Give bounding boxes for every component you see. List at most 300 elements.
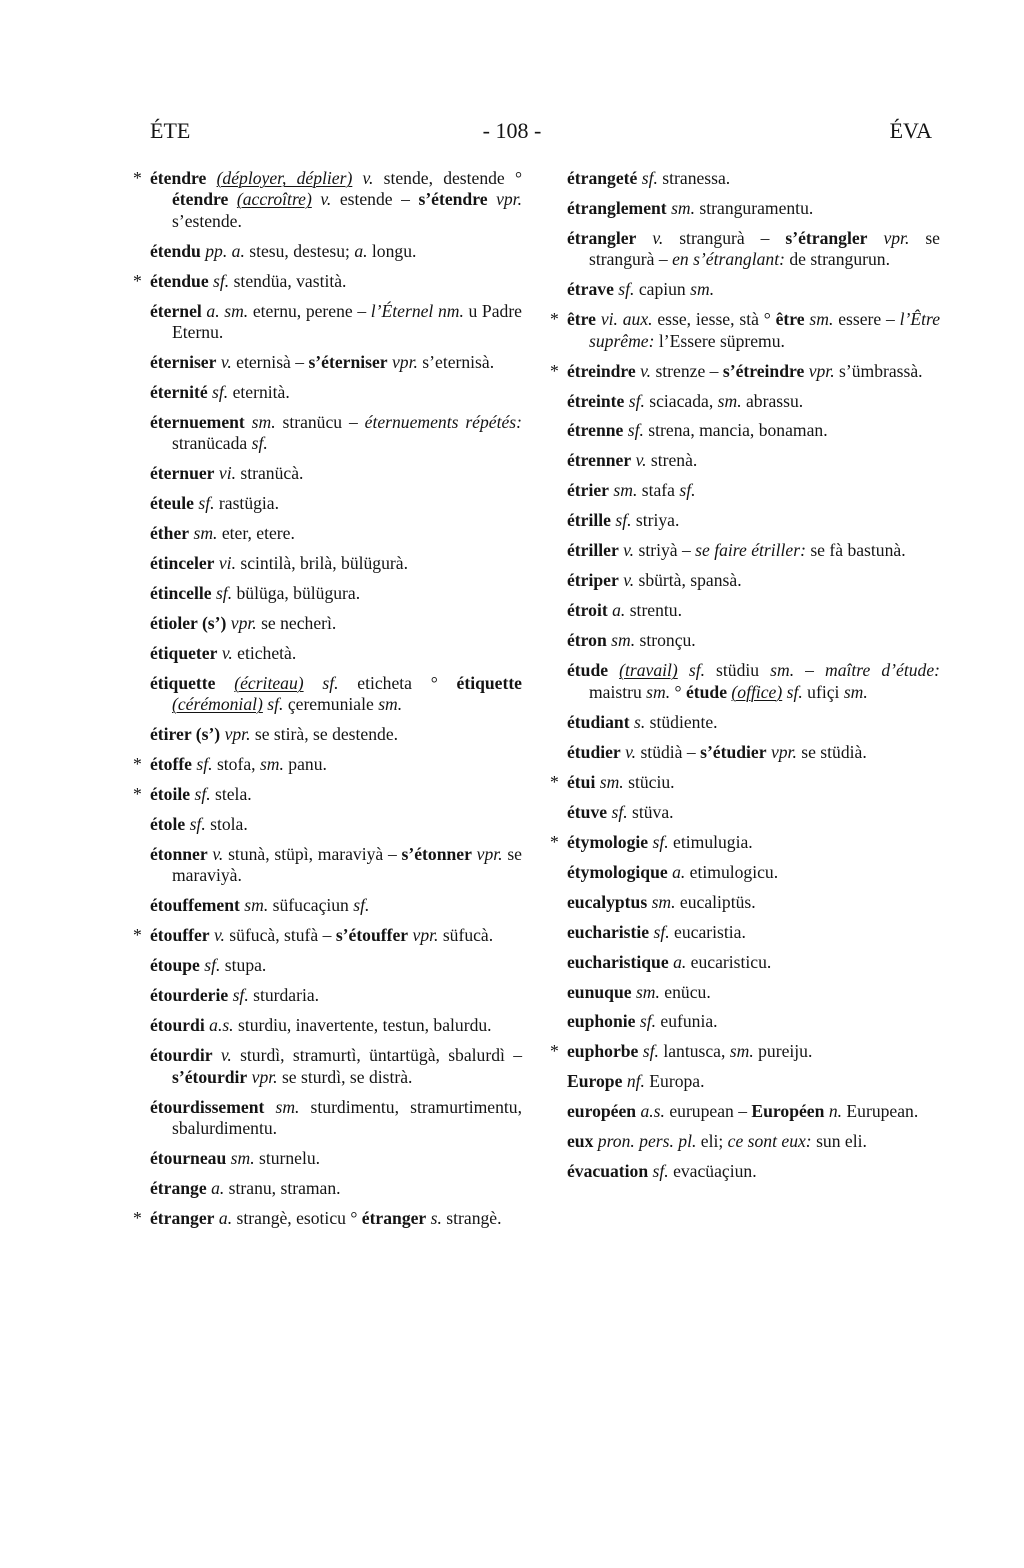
headword: eunuque (567, 981, 632, 1002)
entry-text: sturdimentu, stramurtimentu, sbalurdimentu. (172, 1096, 522, 1138)
dictionary-entry (133, 168, 522, 232)
grammar-label: sm. (717, 390, 742, 411)
entry-text: strangè, esoticu ° (232, 1207, 362, 1228)
asterisk-marker: * (550, 1041, 559, 1062)
dictionary-entry (567, 862, 940, 883)
entry-text: süfucaçiun (268, 895, 354, 916)
subentry-headword: Européen (751, 1101, 825, 1122)
grammar-label: v. (362, 168, 374, 188)
dictionary-entry (567, 892, 940, 913)
entry-text (867, 228, 883, 248)
headword: étoffe (150, 754, 192, 775)
dictionary-entry (150, 895, 522, 916)
headword: étreinte (567, 390, 625, 411)
entry-text: süfucà. (438, 925, 494, 946)
dictionary-entry (567, 420, 940, 441)
headword: éteule (150, 493, 194, 514)
grammar-label: maître d’étude: (825, 660, 940, 681)
grammar-label: ce sont eux: (727, 1131, 812, 1152)
grammar-label: sf. (267, 694, 284, 715)
dictionary-entry (550, 309, 941, 352)
entry-text: se stüdià. (796, 741, 867, 762)
entry-text: se stirà, se destende. (250, 724, 399, 745)
grammar-label: v. (212, 844, 224, 865)
grammar-label: vpr. (251, 1066, 278, 1087)
headword: eucalyptus (567, 891, 648, 912)
grammar-label: sm. (690, 279, 715, 300)
grammar-label: sf. (641, 168, 658, 188)
entry-text (228, 189, 237, 209)
headword: éternuer (150, 463, 215, 484)
entry-text (678, 660, 689, 680)
asterisk-marker: * (133, 168, 142, 188)
entry-text: abrassu. (741, 390, 804, 411)
entry-text: de strangurun. (784, 249, 890, 270)
entry-text: stupa. (220, 955, 267, 976)
asterisk-marker: * (550, 771, 559, 792)
dictionary-entry (133, 270, 522, 292)
entry-text: stunà, stüpì, maraviyà – (223, 844, 402, 865)
entry-text: stranessa. (657, 168, 731, 188)
grammar-label: sm. (378, 694, 403, 715)
subentry-headword: étude (685, 681, 728, 702)
grammar-label: sf. (251, 433, 268, 454)
grammar-label: a. (218, 1207, 233, 1228)
grammar-label: a. (354, 240, 368, 261)
grammar-label: a.s. (640, 1101, 665, 1122)
grammar-label: sf. (204, 955, 221, 976)
dictionary-entry (150, 1045, 522, 1088)
dictionary-entry (567, 391, 940, 412)
entry-text: Eurupean. (842, 1101, 919, 1122)
entry-text (636, 228, 652, 248)
entry-text (352, 168, 362, 188)
dictionary-entry (150, 301, 522, 344)
headword: étrenne (567, 420, 624, 441)
grammar-label: l’Être suprême: (589, 309, 941, 351)
grammar-label: v. (640, 360, 652, 381)
entry-text: stofa, (212, 754, 260, 775)
asterisk-marker: * (133, 754, 142, 775)
entry-text: s’eternisà. (417, 351, 495, 372)
subentry-headword: être (775, 309, 805, 330)
entry-text: estende – (331, 189, 419, 210)
subentry-headword: s’étourdir (172, 1066, 248, 1087)
entry-text: ° (670, 681, 686, 702)
grammar-label: sf. (213, 270, 230, 291)
entry-text: striya. (631, 510, 680, 531)
entry-text: s’estende. (172, 210, 242, 231)
entry-text (608, 660, 619, 680)
headword: étron (567, 630, 607, 651)
grammar-label: sm. (599, 771, 624, 792)
headword: étymologie (567, 831, 649, 852)
dictionary-entry (567, 952, 940, 973)
entry-text: eter, etere. (217, 523, 295, 544)
entry-text: stüdiente. (645, 711, 718, 732)
dictionary-entry (150, 553, 522, 574)
left-column (133, 168, 522, 1238)
grammar-label: sm. (611, 630, 636, 651)
dictionary-entry (150, 1178, 522, 1199)
dictionary-entry (567, 802, 940, 823)
running-head-left: ÉTE (150, 118, 191, 143)
entry-text: stendüa, vastità. (229, 270, 347, 291)
grammar-label: a. (673, 951, 687, 972)
dictionary-entry (567, 922, 940, 943)
headword: étrenner (567, 450, 632, 471)
headword: étendue (150, 270, 209, 291)
dictionary-entry (150, 241, 522, 262)
grammar-label: éternuements répétés: (364, 411, 522, 432)
headword: étrangeté (567, 168, 638, 188)
entry-text: s’ümbrassà. (834, 360, 923, 381)
dictionary-entry (150, 493, 522, 514)
grammar-label: sf. (322, 672, 339, 693)
grammar-label: sf. (642, 1041, 659, 1062)
dictionary-entry (150, 985, 522, 1006)
entry-text: evacüaçiun. (668, 1161, 757, 1182)
sense-qualifier: (accroître) (236, 189, 312, 210)
grammar-label: sf. (618, 279, 635, 300)
headword: euphonie (567, 1011, 636, 1032)
grammar-label: a. (612, 600, 626, 621)
grammar-label: sm. (275, 1096, 300, 1117)
right-column (550, 168, 941, 1191)
grammar-label: sf. (194, 784, 211, 805)
grammar-label: vpr. (230, 613, 257, 633)
entry-text: strena, mancia, bonaman. (643, 420, 828, 441)
grammar-label: se faire étriller: (695, 540, 806, 561)
grammar-label: sf. (628, 390, 645, 411)
dictionary-entry (150, 1015, 522, 1036)
dictionary-entry (567, 168, 940, 189)
grammar-label: vpr. (496, 189, 522, 210)
subentry-headword: s’étudier (700, 741, 767, 762)
entry-text: stronçu. (635, 630, 696, 651)
headword: étriper (567, 570, 619, 591)
headword: éternuement (150, 411, 245, 432)
grammar-label: v. (220, 351, 232, 372)
entry-text: stafa (637, 480, 680, 501)
headword: Europe (567, 1071, 623, 1092)
headword: étendu (150, 240, 201, 261)
entry-text: sun eli. (811, 1131, 867, 1152)
entry-text: eufunia. (656, 1011, 718, 1032)
entry-text: sturdiu, inavertente, testun, balurdu. (233, 1015, 492, 1036)
headword: étuve (567, 801, 608, 822)
entry-text: strangè. (441, 1207, 502, 1228)
grammar-label: vpr. (883, 227, 910, 248)
grammar-label: pron. pers. pl. (597, 1131, 697, 1152)
entry-text: longu. (367, 240, 417, 261)
grammar-label: nf. (626, 1071, 645, 1092)
entry-text: striyà – (634, 540, 696, 561)
subentry-headword: s’étendre (418, 189, 488, 210)
headword: éterniser (150, 351, 217, 372)
headword: étouffement (150, 895, 240, 916)
grammar-label: a. (211, 1177, 225, 1198)
headword: étrier (567, 480, 609, 501)
grammar-label: sm. (671, 197, 696, 218)
entry-text: strenze – (651, 360, 723, 381)
grammar-label: sm. (259, 754, 284, 775)
entry-text: sturdaria. (248, 985, 320, 1006)
entry-text: sciacada, (644, 390, 718, 411)
entry-text: capiun (634, 279, 691, 300)
grammar-label: vi. (218, 463, 236, 484)
grammar-label: sm. (613, 480, 638, 501)
asterisk-marker: * (550, 831, 559, 852)
headword: étude (567, 660, 609, 681)
grammar-label: sf. (653, 921, 670, 942)
entry-text: ufiçi (802, 681, 844, 702)
headword: étrave (567, 279, 614, 300)
asterisk-marker: * (133, 925, 142, 946)
dictionary-entry (567, 630, 940, 651)
entry-text: lantusca, (658, 1041, 730, 1062)
dictionary-entry (150, 844, 522, 887)
entry-text (215, 673, 234, 693)
entry-text: etimulugia. (668, 831, 753, 852)
headword: éternité (150, 381, 208, 402)
grammar-label: sm. (646, 681, 671, 702)
dictionary-entry (567, 712, 940, 733)
sense-qualifier: (office) (731, 681, 783, 702)
grammar-label: en s’étranglant: (672, 249, 785, 270)
grammar-label: sf. (212, 381, 229, 402)
grammar-label: sf. (639, 1011, 656, 1032)
grammar-label: pp. a. (205, 240, 245, 261)
entry-text: eucaliptüs. (675, 891, 756, 912)
entry-text: etimulogicu. (685, 861, 779, 882)
entry-text: se sturdì, se distrà. (277, 1066, 413, 1087)
dictionary-entry (150, 673, 522, 716)
dictionary-entry (150, 352, 522, 373)
grammar-label: n. (828, 1101, 843, 1122)
headword: être (567, 309, 596, 330)
entry-text: se strangurà – (589, 227, 940, 270)
entry-text: stranücada (172, 433, 252, 454)
entry-text: esse, iesse, stà ° (652, 309, 776, 330)
dictionary-entry (567, 1131, 940, 1152)
entry-text: stela. (210, 784, 252, 805)
grammar-label: sm. (843, 681, 868, 702)
page-number: - 108 - (482, 118, 542, 143)
grammar-label: vpr. (476, 844, 503, 865)
entry-text: stüciu. (623, 771, 675, 792)
grammar-label: sf. (215, 583, 233, 604)
dictionary-entry (133, 754, 522, 775)
grammar-label: vpr. (412, 925, 439, 946)
headword: éternel (150, 300, 202, 321)
dictionary-entry (150, 583, 522, 604)
entry-text: Europa. (644, 1071, 705, 1092)
grammar-label: sf. (652, 831, 669, 852)
sense-qualifier: (cérémonial) (172, 694, 263, 715)
grammar-label: a.s. (209, 1015, 234, 1036)
entry-text: se necherì. (256, 613, 337, 633)
dictionary-entry (567, 742, 940, 763)
entry-text (213, 1045, 221, 1065)
dictionary-entry (550, 360, 940, 382)
entry-text: stende, destende ° (373, 168, 522, 188)
headword: eux (567, 1131, 594, 1152)
headword: eucharistique (567, 951, 669, 972)
dictionary-entry (150, 724, 522, 745)
headword: étinceler (150, 553, 215, 574)
dictionary-entry (567, 510, 940, 531)
grammar-label: sf. (611, 801, 628, 822)
entry-text: enücu. (659, 981, 711, 1002)
headword: étoile (150, 784, 191, 805)
dictionary-entry (567, 1071, 940, 1092)
subentry-headword: étranger (361, 1207, 427, 1228)
grammar-label: sf. (615, 510, 632, 531)
grammar-label: sf. (198, 493, 215, 514)
entry-text: bülüga, bülügura. (232, 583, 361, 604)
dictionary-entry (567, 480, 940, 501)
dictionary-entry (550, 771, 940, 793)
grammar-label: sm. (651, 891, 676, 912)
subentry-headword: s’éterniser (308, 351, 388, 372)
dictionary-entry (567, 1101, 940, 1122)
headword: étiqueter (150, 642, 218, 663)
headword: étudier (567, 741, 621, 762)
entry-text: strentu. (625, 600, 682, 621)
entry-text: eticheta ° (338, 672, 457, 693)
grammar-label: l’Éternel nm. (370, 300, 464, 321)
entry-text (264, 1097, 275, 1117)
dictionary-entry (567, 279, 940, 300)
grammar-label: sm. (809, 309, 834, 330)
grammar-label: vpr. (224, 724, 251, 745)
entry-text: sbürtà, spansà. (634, 570, 742, 591)
dictionary-entry (150, 1148, 522, 1169)
entry-text: sturdì, stramurtì, üntartügà, sbalurdì – (231, 1045, 522, 1066)
entry-text (206, 168, 216, 188)
sense-qualifier: (écriteau) (234, 672, 304, 693)
grammar-label: vpr. (808, 360, 835, 381)
grammar-label: sf. (786, 681, 803, 702)
entry-text: eurupean – (664, 1101, 752, 1122)
grammar-label: a. sm. (206, 300, 249, 321)
entry-text: stranu, straman. (224, 1177, 341, 1198)
headword: étourdir (150, 1045, 213, 1066)
grammar-label: vpr. (770, 741, 797, 762)
grammar-label: sf. (196, 754, 213, 775)
entry-text: scintilà, brilà, bülügurà. (235, 553, 408, 574)
headword: euphorbe (567, 1041, 639, 1062)
grammar-label: v. (652, 227, 664, 248)
asterisk-marker: * (550, 360, 559, 381)
entry-text: eucaristicu. (686, 951, 772, 972)
headword: éther (150, 523, 190, 544)
entry-text (245, 412, 252, 432)
entry-text: rastügia. (214, 493, 280, 514)
entry-text: strangurà – (663, 227, 786, 248)
headword: étourneau (150, 1147, 227, 1168)
entry-text: sturnelu. (254, 1147, 321, 1168)
grammar-label: sf. (688, 660, 705, 681)
grammar-label: sm. (729, 1041, 754, 1062)
headword: étincelle (150, 583, 212, 604)
entry-text: eli; (696, 1131, 728, 1152)
grammar-label: sf. (652, 1161, 669, 1182)
headword: étrangler (567, 227, 637, 248)
headword: étendre (150, 168, 207, 188)
dictionary-entry (150, 613, 522, 634)
entry-text (488, 189, 497, 209)
headword: européen (567, 1101, 637, 1122)
entry-text: stüva. (627, 801, 674, 822)
headword: étreindre (567, 360, 636, 381)
subentry-headword: étendre (172, 189, 229, 210)
entry-text: se fà bastunà. (805, 540, 906, 561)
dictionary-entry (133, 784, 522, 805)
grammar-label: sf. (679, 480, 696, 501)
dictionary-entry (567, 450, 940, 471)
dictionary-entry (150, 523, 522, 544)
dictionary-entry (150, 814, 522, 835)
dictionary-entry (150, 643, 522, 664)
dictionary-entry (567, 540, 940, 561)
grammar-label: sf. (353, 895, 370, 916)
grammar-label: sf. (627, 420, 644, 441)
headword: étymologique (567, 861, 668, 882)
headword: étrange (150, 1177, 207, 1198)
headword: eucharistie (567, 921, 650, 942)
headword: étouffer (150, 925, 210, 946)
entry-text: l’Essere süpremu. (654, 330, 785, 351)
dictionary-entry (567, 198, 940, 219)
grammar-label: sm. (251, 411, 276, 432)
dictionary-entry (567, 982, 940, 1003)
headword: étole (150, 814, 186, 835)
dictionary-entry (567, 1011, 940, 1032)
entry-text: stesu, destesu; (244, 240, 355, 261)
asterisk-marker: * (550, 309, 559, 330)
entry-text: se maraviyà. (172, 844, 522, 886)
dictionary-entry (150, 382, 522, 403)
grammar-label: vi. aux. (600, 309, 653, 330)
subentry-headword: s’étreindre (722, 360, 805, 381)
entry-text: stüdiu (704, 660, 771, 681)
headword: étourdissement (150, 1096, 265, 1117)
grammar-label: vpr. (392, 351, 418, 372)
headword: étioler (s’) (150, 613, 227, 633)
subentry-headword: étiquette (456, 672, 522, 693)
grammar-label: s. (633, 711, 646, 732)
grammar-label: sm. (244, 895, 269, 916)
headword: étudiant (567, 711, 630, 732)
entry-text: – (794, 660, 826, 681)
sense-qualifier: (déployer, déplier) (216, 168, 353, 188)
entry-text: eucaristia. (669, 921, 746, 942)
dictionary-entry (150, 463, 522, 484)
grammar-label: sf. (189, 814, 206, 835)
grammar-label: sm. (230, 1147, 255, 1168)
entry-text: pureiju. (753, 1041, 813, 1062)
entry-text: eternu, perene – (248, 300, 371, 321)
grammar-label: s. (430, 1207, 442, 1228)
entry-text: stranguramentu. (695, 197, 814, 218)
dictionary-entry (567, 660, 940, 703)
dictionary-entry (550, 831, 940, 853)
entry-text: eternisà – (231, 351, 309, 372)
grammar-label: a. (672, 861, 686, 882)
entry-text: panu. (283, 754, 327, 775)
